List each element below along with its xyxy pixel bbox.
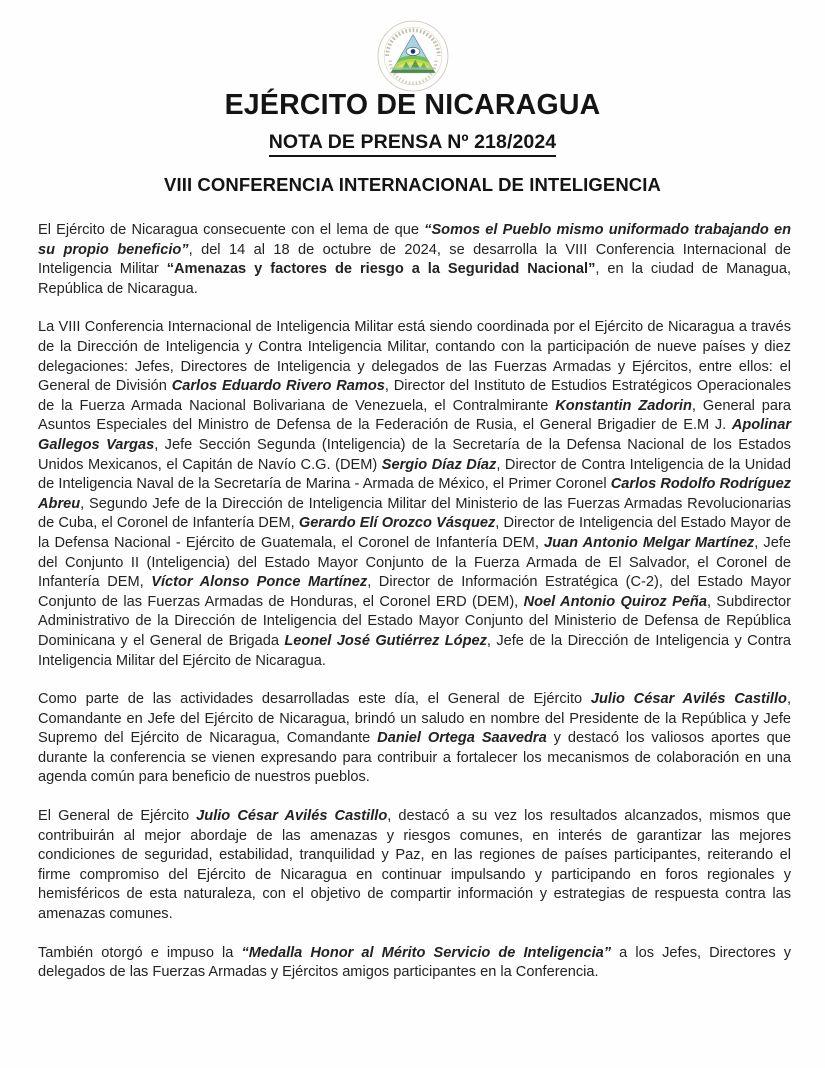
emphasized-name: Carlos Rodolfo Rodríguez Abreu [38,476,791,512]
emphasized-name: Víctor Alonso Ponce Martínez [151,574,368,591]
emphasized-name: Daniel Ortega Saavedra [377,730,547,747]
emphasized-name: Julio César Avilés Castillo [590,691,787,708]
paragraph: El General de Ejército Julio César Avilés Castillo, destacó a su vez los resultados alcanzados, mismos que contribuirán al mejor abordaje de las amenazas y riesgos comunes, en interés de garantizar las mejores condiciones de seguridad, estabilidad, tranquilidad y Paz, en las regiones de países participantes, reiterando el firme compromiso del Ejército de Nicaragua en continuar impulsando y participando en foros regionales y hemisféricos de esta naturaleza, con el objetivo de compartir información y estrategias de respuesta contra las amenazas comunes. [38,808,791,923]
emphasized-name: Apolinar Gallegos Vargas [38,417,791,453]
press-note-heading [0,132,825,153]
emphasized-name: Konstantin Zadorin [555,397,692,414]
emphasized-name: Carlos Eduardo Rivero Ramos [171,378,385,395]
emblem-container [0,0,825,78]
page-title: EJÉRCITO DE NICARAGUA [224,89,601,121]
paragraph: También otorgó e impuso la “Medalla Honor al Mérito Servicio de Inteligencia” a los Jefes, Directores y delegados de las Fuerzas Armadas y Ejércitos amigos participantes en la Conferencia. [38,944,791,981]
emphasized-name: Gerardo Elí Orozco Vásquez [298,515,496,532]
document-body [0,221,825,983]
emphasized-name: “Medalla Honor al Mérito Servicio de Inteligencia” [241,944,612,961]
emphasized-name: Juan Antonio Melgar Martínez [544,534,755,551]
paragraph: Como parte de las actividades desarrolladas este día, el General de Ejército Julio César Avilés Castillo, Comandante en Jefe del Ejército de Nicaragua, brindó un saludo en nombre del Presidente de la República y Jefe Supremo del Ejército de Nicaragua, Comandante Daniel Ortega Saavedra y destacó los valiosos aportes que durante la conferencia se vienen expresando para contribuir a fortalecer los mecanismos de colaboración en una agenda común para beneficio de nuestros pueblos. [38,691,791,786]
emphasized-quote: “Amenazas y factores de riesgo a la Seguridad Nacional” [166,261,596,278]
emphasized-name: Julio César Avilés Castillo [196,808,388,825]
paragraph: El Ejército de Nicaragua consecuente con el lema de que “Somos el Pueblo mismo uniformado trabajando en su propio beneficio”, del 14 al 18 de octubre de 2024, se desarrolla la VIII Conferencia Internacional de Inteligencia Militar “Amenazas y factores de riesgo a la Seguridad Nacional”, en la ciudad de Managua, República de Nicaragua. [38,222,792,297]
emphasized-name: Leonel José Gutiérrez López [284,632,487,649]
conference-title: VIII CONFERENCIA INTERNACIONAL DE INTELIGENCIA [164,173,661,195]
nicaragua-coat-of-arms-icon [375,18,451,94]
paragraph: La VIII Conferencia Internacional de Inteligencia Militar está siendo coordinada por el Ejército de Nicaragua a través de la Dirección de Inteligencia y Contra Inteligencia Militar, contando con la participación de nueve países y diez delegaciones: Jefes, Directores de Inteligencia y delegados de las Fuerzas Armadas y Ejércitos, entre ellos: el General de División Carlos Eduardo Rivero Ramos, Director del Instituto de Estudios Estratégicos Operacionales de la Fuerza Armada Nacional Bolivariana de Venezuela, el Contralmirante Konstantin Zadorin, General para Asuntos Especiales del Ministro de Defensa de la Federación de Rusia, el General Brigadier de E.M J. Apolinar Gallegos Vargas, Jefe Sección Segunda (Inteligencia) de la Secretaría de la Defensa Nacional de los Estados Unidos Mexicanos, el Capitán de Navío C.G. (DEM) Sergio Díaz Díaz, Director de Contra Inteligencia de la Unidad de Inteligencia Naval de la Secretaría de Marina - Armada de México, el Primer Coronel Carlos Rodolfo Rodríguez Abreu, Segundo Jefe de la Dirección de Inteligencia Militar del Ministerio de las Fuerzas Armadas Revolucionarias de Cuba, el Coronel de Infantería DEM, Gerardo Elí Orozco Vásquez, Director de Inteligencia del Estado Mayor de la Defensa Nacional - Ejército de Guatemala, el Coronel de Infantería DEM, Juan Antonio Melgar Martínez, Jefe del Conjunto II (Inteligencia) del Estado Mayor Conjunto de la Fuerza Armada de El Salvador, el Coronel de Infantería DEM, Víctor Alonso Ponce Martínez, Director de Información Estratégica (C-2), del Estado Mayor Conjunto de las Fuerzas Armadas de Honduras, el Coronel ERD (DEM), Noel Antonio Quiroz Peña, Subdirector Administrativo de la Dirección de Inteligencia del Estado Mayor Conjunto del Ministerio de Defensa de República Dominicana y el General de Brigada Leonel José Gutiérrez López, Jefe de la Dirección de Inteligencia y Contra Inteligencia Militar del Ejército de Nicaragua. [38,319,792,669]
emphasized-name: Noel Antonio Quiroz Peña [523,593,707,610]
emphasized-name: “Somos el Pueblo mismo uniformado trabajando en su propio beneficio” [38,222,791,258]
press-note-label: NOTA DE PRENSA Nº 218/2024 [269,131,557,157]
emphasized-name: Sergio Díaz Díaz [381,456,497,473]
